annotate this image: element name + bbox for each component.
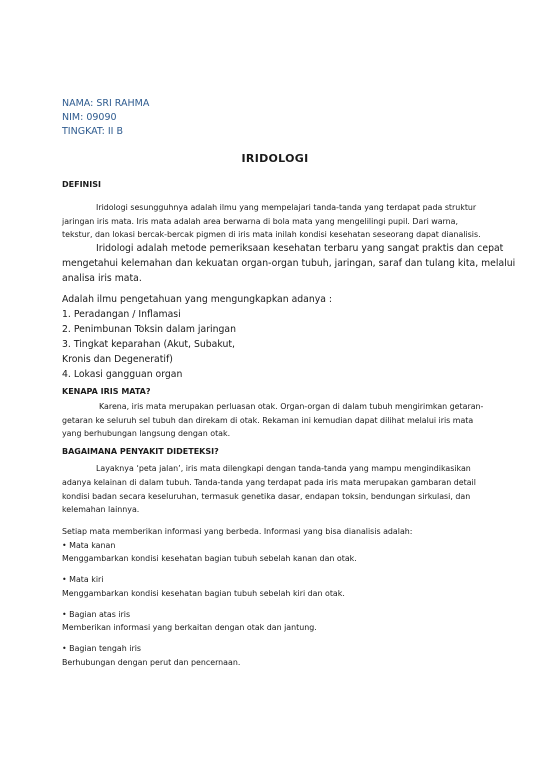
how-line: kelemahan lainnya. bbox=[62, 505, 140, 514]
definition-p2-line: mengetahui kelemahan dan kekuatan organ-organ tubuh, jaringan, saraf dan tulang kita, melalui bbox=[62, 258, 516, 269]
list-item: 3. Tingkat keparahan (Akut, Subakut, bbox=[62, 339, 235, 350]
list-item: Kronis dan Degeneratif) bbox=[62, 354, 173, 365]
why-line: Karena, iris mata merupakan perluasan otak. Organ-organ di dalam tubuh mengirimkan getaran- bbox=[99, 402, 484, 411]
how-line: Layaknya ‘peta jalan’, iris mata dilengkapi dengan tanda-tanda yang mampu mengindikasikan bbox=[96, 464, 471, 473]
bullet-label: • Mata kiri bbox=[62, 575, 104, 584]
definition-p2-line: Iridologi adalah metode pemeriksaan kesehatan terbaru yang sangat praktis dan cepat bbox=[96, 243, 504, 254]
definition-p1-line: tekstur, dan lokasi bercak-bercak pigmen di iris mata inilah kondisi kesehatan seseorang dapat dianalisis. bbox=[62, 230, 481, 239]
why-line: getaran ke seluruh sel tubuh dan direkam di otak. Rekaman ini kemudian dapat dilihat melalui iris mata bbox=[62, 416, 474, 425]
student-name: NAMA: SRI RAHMA bbox=[62, 98, 150, 109]
definition-heading: DEFINISI bbox=[62, 180, 101, 189]
bullet-label: • Mata kanan bbox=[62, 541, 116, 550]
how-heading: BAGAIMANA PENYAKIT DIDETEKSI? bbox=[62, 447, 219, 456]
bullet-desc: Memberikan informasi yang berkaitan dengan otak dan jantung. bbox=[62, 623, 317, 632]
why-line: yang berhubungan langsung dengan otak. bbox=[62, 429, 231, 438]
student-nim: NIM: 09090 bbox=[62, 112, 117, 123]
list-item: 1. Peradangan / Inflamasi bbox=[62, 309, 181, 320]
bullet-desc: Menggambarkan kondisi kesehatan bagian tubuh sebelah kiri dan otak. bbox=[62, 589, 345, 598]
info-line: Setiap mata memberikan informasi yang berbeda. Informasi yang bisa dianalisis adalah: bbox=[62, 527, 413, 536]
page-title: IRIDOLOGI bbox=[241, 152, 309, 165]
bullet-label: • Bagian tengah iris bbox=[62, 644, 141, 653]
definition-p1-line: jaringan iris mata. Iris mata adalah area berwarna di bola mata yang mengelilingi pupil. Dari warna, bbox=[62, 217, 459, 226]
list-item: 2. Penimbunan Toksin dalam jaringan bbox=[62, 324, 236, 335]
student-level: TINGKAT: II B bbox=[62, 126, 124, 137]
how-line: kondisi badan secara keseluruhan, termasuk genetika dasar, endapan toksin, bendungan sirkulasi, dan bbox=[62, 492, 471, 501]
bullet-desc: Menggambarkan kondisi kesehatan bagian tubuh sebelah kanan dan otak. bbox=[62, 554, 357, 563]
list-item: 4. Lokasi gangguan organ bbox=[62, 369, 183, 380]
why-heading: KENAPA IRIS MATA? bbox=[62, 387, 151, 396]
definition-p1-line: Iridologi sesungguhnya adalah ilmu yang mempelajari tanda-tanda yang terdapat pada struktur bbox=[96, 203, 477, 212]
bullet-desc: Berhubungan dengan perut dan pencernaan. bbox=[62, 658, 241, 667]
definition-p2-line: analisa iris mata. bbox=[62, 273, 142, 284]
bullet-label: • Bagian atas iris bbox=[62, 610, 131, 619]
list-intro: Adalah ilmu pengetahuan yang mengungkapkan adanya : bbox=[62, 294, 333, 305]
how-line: adanya kelainan di dalam tubuh. Tanda-tanda yang terdapat pada iris mata merupakan gambaran detail bbox=[62, 478, 476, 487]
